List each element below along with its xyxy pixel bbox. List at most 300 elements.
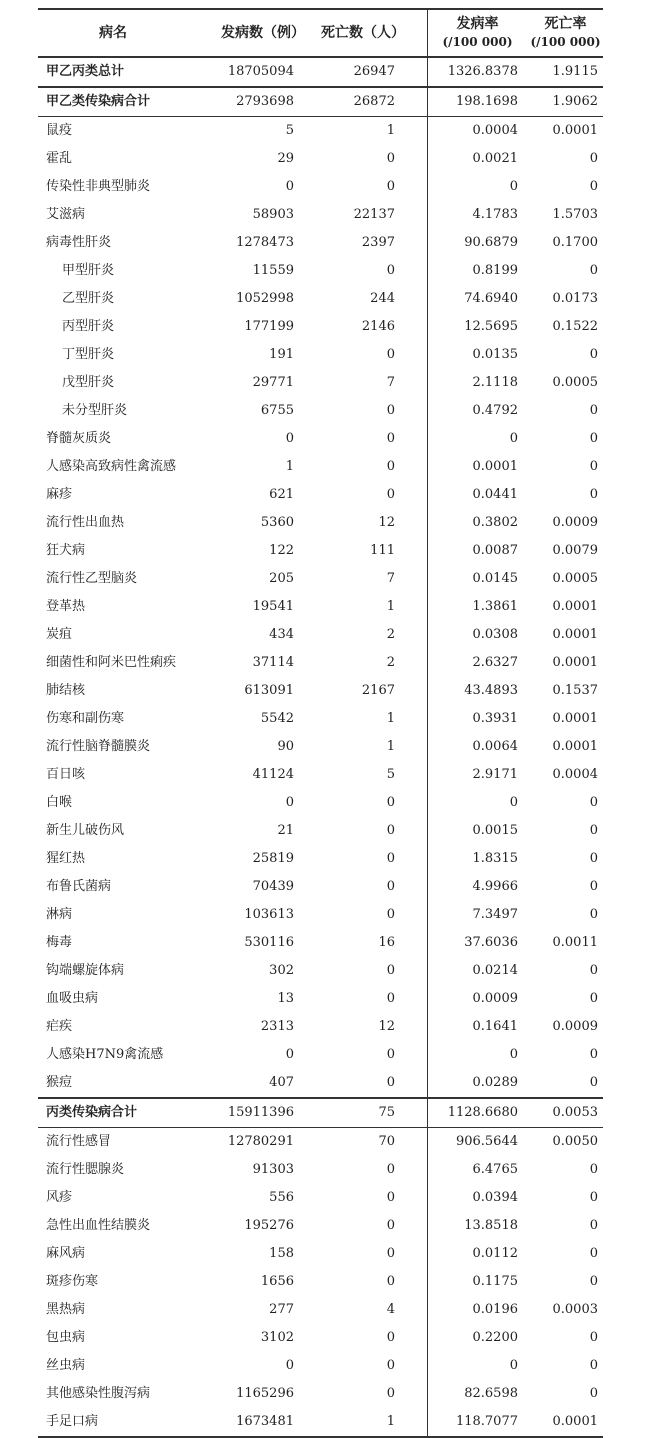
deaths-cell: 1 [386, 1414, 395, 1429]
table-row [38, 56, 603, 86]
deaths-cell: 1 [386, 739, 395, 754]
incidence-rate-cell: 118.7077 [455, 1414, 518, 1429]
incidence-rate-cell: 37.6036 [464, 935, 518, 950]
death-rate-cell: 0 [589, 179, 598, 194]
deaths-cell: 0 [386, 459, 395, 474]
death-rate-cell: 0.1700 [552, 235, 598, 250]
table-row [38, 453, 603, 481]
death-rate-cell: 0 [589, 879, 598, 894]
death-rate-cell: 0.0009 [552, 515, 598, 530]
disease-name: 传染性非典型肺炎 [46, 179, 151, 194]
incidence-rate-cell: 0.0214 [472, 963, 518, 978]
disease-name: 乙型肝炎 [62, 291, 115, 306]
disease-name: 人感染H7N9禽流感 [46, 1047, 164, 1062]
table-row [38, 1352, 603, 1380]
deaths-cell: 0 [386, 1386, 395, 1401]
death-rate-cell: 0 [589, 1190, 598, 1205]
incidence-rate-cell: 1.8315 [472, 851, 518, 866]
deaths-cell: 0 [386, 1190, 395, 1205]
incidence-rate-cell: 1128.6680 [447, 1105, 518, 1120]
incidence-rate-cell: 13.8518 [464, 1218, 518, 1233]
deaths-cell: 0 [386, 795, 395, 810]
cases-cell: 90 [277, 739, 294, 754]
incidence-rate-cell: 0.0196 [472, 1302, 518, 1317]
incidence-rate-cell: 0.0112 [472, 1246, 518, 1261]
incidence-rate-cell: 90.6879 [464, 235, 518, 250]
incidence-rate-cell: 0.0009 [472, 991, 518, 1006]
table-row [38, 397, 603, 425]
death-rate-cell: 0.0001 [552, 711, 598, 726]
table-row [38, 901, 603, 929]
table-row [38, 761, 603, 789]
cases-cell: 0 [285, 1358, 294, 1373]
table-row [38, 285, 603, 313]
death-rate-cell: 0 [589, 347, 598, 362]
cases-cell: 5542 [260, 711, 294, 726]
cases-cell: 21 [277, 823, 294, 838]
disease-name: 丙类传染病合计 [46, 1105, 138, 1120]
cases-cell: 58903 [252, 207, 294, 222]
table-row [38, 229, 603, 257]
deaths-cell: 1 [386, 711, 395, 726]
death-rate-cell: 0 [589, 403, 598, 418]
cases-cell: 15911396 [227, 1105, 294, 1120]
disease-name: 新生儿破伤风 [46, 823, 125, 838]
disease-name: 人感染高致病性禽流感 [46, 459, 177, 474]
deaths-cell: 0 [386, 851, 395, 866]
death-rate-cell: 0.0001 [552, 655, 598, 670]
cases-cell: 0 [285, 795, 294, 810]
table-row [38, 677, 603, 705]
cases-cell: 205 [269, 571, 294, 586]
table-row [38, 845, 603, 873]
incidence-rate-cell: 0 [509, 431, 518, 446]
table-row [38, 369, 603, 397]
deaths-cell: 0 [386, 151, 395, 166]
table-row [38, 593, 603, 621]
incidence-rate-cell: 82.6598 [464, 1386, 518, 1401]
cases-cell: 103613 [244, 907, 294, 922]
death-rate-cell: 0.0001 [552, 123, 598, 138]
disease-name: 炭疽 [46, 627, 73, 642]
incidence-rate-cell: 1326.8378 [447, 64, 518, 79]
death-rate-cell: 0.0005 [552, 375, 598, 390]
death-rate-cell: 0 [589, 1162, 598, 1177]
incidence-rate-cell: 0.0015 [472, 823, 518, 838]
table-row [38, 341, 603, 369]
deaths-cell: 0 [386, 991, 395, 1006]
table-row [38, 621, 603, 649]
table-row [38, 537, 603, 565]
death-rate-cell: 0.0011 [552, 935, 598, 950]
table-row [38, 957, 603, 985]
cases-cell: 0 [285, 179, 294, 194]
table-row [38, 565, 603, 593]
death-rate-cell: 0 [589, 795, 598, 810]
disease-name: 白喉 [46, 795, 73, 810]
cases-cell: 18705094 [227, 64, 294, 79]
cases-cell: 1278473 [236, 235, 294, 250]
death-rate-cell: 0.0053 [552, 1105, 598, 1120]
column-divider [427, 8, 428, 1436]
table-row [38, 733, 603, 761]
disease-name: 丙型肝炎 [62, 319, 115, 334]
cases-cell: 5360 [260, 515, 294, 530]
disease-name: 猩红热 [46, 851, 86, 866]
death-rate-cell: 0 [589, 1358, 598, 1373]
table-row [38, 929, 603, 957]
death-rate-cell: 0.0050 [552, 1134, 598, 1149]
disease-table [38, 8, 603, 1438]
deaths-cell: 0 [386, 1274, 395, 1289]
incidence-rate-cell: 0.0145 [472, 571, 518, 586]
table-row [38, 1296, 603, 1324]
incidence-rate-cell: 0 [509, 795, 518, 810]
deaths-cell: 12 [378, 515, 395, 530]
death-rate-cell: 1.5703 [552, 207, 598, 222]
disease-name: 包虫病 [46, 1330, 86, 1345]
death-rate-cell: 0 [589, 851, 598, 866]
disease-name: 狂犬病 [46, 543, 86, 558]
death-rate-cell: 0.0003 [552, 1302, 598, 1317]
deaths-cell: 2 [386, 655, 395, 670]
cases-cell: 177199 [244, 319, 294, 334]
incidence-rate-cell: 1.3861 [472, 599, 518, 614]
table-row [38, 649, 603, 677]
cases-cell: 613091 [244, 683, 294, 698]
deaths-cell: 0 [386, 179, 395, 194]
disease-name: 脊髓灰质炎 [46, 431, 112, 446]
cases-cell: 6755 [260, 403, 294, 418]
disease-name: 手足口病 [46, 1414, 99, 1429]
disease-name: 梅毒 [46, 935, 73, 950]
death-rate-cell: 0 [589, 487, 598, 502]
deaths-cell: 2146 [361, 319, 395, 334]
cases-cell: 277 [269, 1302, 294, 1317]
deaths-cell: 0 [386, 1218, 395, 1233]
disease-name: 流行性脑脊髓膜炎 [46, 739, 151, 754]
deaths-cell: 0 [386, 1047, 395, 1062]
deaths-cell: 0 [386, 403, 395, 418]
table-row [38, 313, 603, 341]
incidence-rate-cell: 0.4792 [472, 403, 518, 418]
death-rate-cell: 1.9062 [552, 94, 598, 109]
death-rate-cell: 0.1537 [552, 683, 598, 698]
disease-name: 风疹 [46, 1190, 73, 1205]
disease-name: 艾滋病 [46, 207, 86, 222]
disease-name: 甲型肝炎 [62, 263, 115, 278]
death-rate-cell: 0 [589, 263, 598, 278]
table-row [38, 1212, 603, 1240]
cases-cell: 1052998 [236, 291, 294, 306]
cases-cell: 41124 [252, 767, 294, 782]
death-rate-cell: 0 [589, 1218, 598, 1233]
cases-cell: 621 [269, 487, 294, 502]
deaths-cell: 0 [386, 1246, 395, 1261]
incidence-rate-cell: 6.4765 [472, 1162, 518, 1177]
incidence-rate-cell: 2.9171 [472, 767, 518, 782]
cases-cell: 158 [269, 1246, 294, 1261]
disease-name: 猴痘 [46, 1075, 73, 1090]
cases-cell: 3102 [260, 1330, 294, 1345]
death-rate-cell: 0.0001 [552, 1414, 598, 1429]
cases-cell: 1165296 [236, 1386, 294, 1401]
table-row [38, 1069, 603, 1097]
incidence-rate-cell: 0.0064 [472, 739, 518, 754]
table-row [38, 1097, 603, 1127]
deaths-cell: 0 [386, 487, 395, 502]
incidence-rate-cell: 0.0308 [472, 627, 518, 642]
disease-name: 甲乙丙类总计 [46, 64, 125, 79]
incidence-rate-cell: 4.1783 [472, 207, 518, 222]
death-rate-cell: 0.1522 [552, 319, 598, 334]
cases-cell: 70439 [252, 879, 294, 894]
death-rate-cell: 0 [589, 907, 598, 922]
table-row [38, 817, 603, 845]
deaths-cell: 1 [386, 123, 395, 138]
incidence-rate-cell: 0.1175 [472, 1274, 518, 1289]
incidence-rate-cell: 12.5695 [464, 319, 518, 334]
disease-name: 丁型肝炎 [62, 347, 115, 362]
header-cases: 发病数（例） [221, 25, 305, 41]
cases-cell: 1656 [260, 1274, 294, 1289]
disease-name: 百日咳 [46, 767, 86, 782]
incidence-rate-cell: 2.1118 [472, 375, 518, 390]
death-rate-cell: 0.0001 [552, 739, 598, 754]
incidence-rate-cell: 7.3497 [472, 907, 518, 922]
deaths-cell: 244 [370, 291, 395, 306]
cases-cell: 29 [277, 151, 294, 166]
death-rate-cell: 0 [589, 1047, 598, 1062]
deaths-cell: 26872 [353, 94, 395, 109]
deaths-cell: 5 [386, 767, 395, 782]
table-row [38, 201, 603, 229]
cases-cell: 407 [269, 1075, 294, 1090]
incidence-rate-cell: 0.0135 [472, 347, 518, 362]
table-row [38, 985, 603, 1013]
table-row [38, 257, 603, 285]
disease-name: 丝虫病 [46, 1358, 86, 1373]
deaths-cell: 0 [386, 1075, 395, 1090]
table-row [38, 1324, 603, 1352]
death-rate-cell: 0 [589, 431, 598, 446]
cases-cell: 29771 [252, 375, 294, 390]
disease-name: 流行性乙型脑炎 [46, 571, 138, 586]
deaths-cell: 2167 [361, 683, 395, 698]
cases-cell: 191 [269, 347, 294, 362]
disease-name: 未分型肝炎 [62, 403, 128, 418]
deaths-cell: 26947 [353, 64, 395, 79]
incidence-rate-cell: 43.4893 [464, 683, 518, 698]
death-rate-cell: 0 [589, 823, 598, 838]
incidence-rate-cell: 0.1641 [472, 1019, 518, 1034]
cases-cell: 530116 [244, 935, 294, 950]
table-row [38, 1268, 603, 1296]
table-row [38, 509, 603, 537]
table-row [38, 705, 603, 733]
table-row [38, 86, 603, 116]
cases-cell: 0 [285, 431, 294, 446]
disease-name: 病毒性肝炎 [46, 235, 112, 250]
death-rate-cell: 0.0001 [552, 599, 598, 614]
deaths-cell: 70 [378, 1134, 395, 1149]
cases-cell: 91303 [252, 1162, 294, 1177]
table-row [38, 789, 603, 817]
disease-name: 鼠疫 [46, 123, 73, 138]
disease-name: 细菌性和阿米巴性痢疾 [46, 655, 177, 670]
deaths-cell: 0 [386, 1330, 395, 1345]
deaths-cell: 0 [386, 263, 395, 278]
death-rate-cell: 0 [589, 459, 598, 474]
death-rate-cell: 0.0005 [552, 571, 598, 586]
deaths-cell: 1 [386, 599, 395, 614]
disease-name: 流行性感冒 [46, 1134, 112, 1149]
incidence-rate-cell: 0.0087 [472, 543, 518, 558]
death-rate-cell: 0 [589, 151, 598, 166]
cases-cell: 195276 [244, 1218, 294, 1233]
incidence-rate-cell: 0.3931 [472, 711, 518, 726]
death-rate-cell: 0 [589, 963, 598, 978]
death-rate-cell: 0 [589, 991, 598, 1006]
table-body [38, 56, 603, 1438]
header-incidence-rate: 发病率 (/100 000) [442, 16, 513, 49]
table-row [38, 1408, 603, 1436]
deaths-cell: 12 [378, 1019, 395, 1034]
death-rate-cell: 0.0009 [552, 1019, 598, 1034]
cases-cell: 302 [269, 963, 294, 978]
deaths-cell: 4 [386, 1302, 395, 1317]
incidence-rate-cell: 0 [509, 1358, 518, 1373]
table-row [38, 1013, 603, 1041]
incidence-rate-cell: 0.2200 [472, 1330, 518, 1345]
incidence-rate-cell: 4.9966 [472, 879, 518, 894]
cases-cell: 0 [285, 1047, 294, 1062]
table-row [38, 116, 603, 145]
deaths-cell: 0 [386, 431, 395, 446]
disease-name: 伤寒和副伤寒 [46, 711, 125, 726]
deaths-cell: 16 [378, 935, 395, 950]
deaths-cell: 0 [386, 907, 395, 922]
header-name: 病名 [99, 25, 127, 41]
cases-cell: 122 [269, 543, 294, 558]
cases-cell: 556 [269, 1190, 294, 1205]
incidence-rate-cell: 0.0289 [472, 1075, 518, 1090]
death-rate-cell: 0 [589, 1075, 598, 1090]
cases-cell: 13 [277, 991, 294, 1006]
deaths-cell: 2 [386, 627, 395, 642]
table-header [38, 8, 603, 56]
incidence-rate-cell: 0.0004 [472, 123, 518, 138]
death-rate-cell: 0 [589, 1386, 598, 1401]
incidence-rate-cell: 2.6327 [472, 655, 518, 670]
incidence-rate-cell: 0.0001 [472, 459, 518, 474]
disease-name: 霍乱 [46, 151, 73, 166]
table-row [38, 173, 603, 201]
cases-cell: 11559 [252, 263, 294, 278]
death-rate-cell: 1.9115 [552, 64, 598, 79]
death-rate-cell: 0 [589, 1274, 598, 1289]
disease-name: 流行性出血热 [46, 515, 125, 530]
incidence-rate-cell: 198.1698 [455, 94, 518, 109]
incidence-rate-cell: 0.0441 [472, 487, 518, 502]
disease-name: 疟疾 [46, 1019, 73, 1034]
deaths-cell: 75 [378, 1105, 395, 1120]
cases-cell: 25819 [252, 851, 294, 866]
deaths-cell: 0 [386, 1162, 395, 1177]
disease-name: 急性出血性结膜炎 [46, 1218, 151, 1233]
table-row [38, 1127, 603, 1156]
death-rate-cell: 0 [589, 1330, 598, 1345]
incidence-rate-cell: 906.5644 [455, 1134, 518, 1149]
disease-name: 血吸虫病 [46, 991, 99, 1006]
table-row [38, 1240, 603, 1268]
disease-name: 淋病 [46, 907, 73, 922]
table-row [38, 873, 603, 901]
disease-name: 黑热病 [46, 1302, 86, 1317]
disease-name: 登革热 [46, 599, 86, 614]
death-rate-cell: 0 [589, 1246, 598, 1261]
table-row [38, 481, 603, 509]
death-rate-cell: 0.0079 [552, 543, 598, 558]
death-rate-cell: 0.0001 [552, 627, 598, 642]
header-deaths: 死亡数（人） [321, 25, 405, 41]
disease-name: 甲乙类传染病合计 [46, 94, 151, 109]
incidence-rate-cell: 0.8199 [472, 263, 518, 278]
deaths-cell: 7 [386, 571, 395, 586]
table-row [38, 1184, 603, 1212]
disease-name: 流行性腮腺炎 [46, 1162, 125, 1177]
deaths-cell: 2397 [361, 235, 395, 250]
disease-name: 麻风病 [46, 1246, 86, 1261]
cases-cell: 12780291 [227, 1134, 294, 1149]
incidence-rate-cell: 0.0021 [472, 151, 518, 166]
incidence-rate-cell: 0.0394 [472, 1190, 518, 1205]
cases-cell: 1 [285, 459, 294, 474]
death-rate-cell: 0.0173 [552, 291, 598, 306]
disease-name: 钩端螺旋体病 [46, 963, 125, 978]
deaths-cell: 22137 [353, 207, 395, 222]
deaths-cell: 0 [386, 1358, 395, 1373]
incidence-rate-cell: 0.3802 [472, 515, 518, 530]
deaths-cell: 0 [386, 879, 395, 894]
disease-name: 斑疹伤寒 [46, 1274, 99, 1289]
disease-name: 其他感染性腹泻病 [46, 1386, 151, 1401]
table-row [38, 1156, 603, 1184]
cases-cell: 5 [285, 123, 294, 138]
incidence-rate-cell: 0 [509, 1047, 518, 1062]
cases-cell: 37114 [252, 655, 294, 670]
cases-cell: 2313 [260, 1019, 294, 1034]
disease-name: 麻疹 [46, 487, 73, 502]
table-row [38, 425, 603, 453]
disease-name: 戊型肝炎 [62, 375, 115, 390]
cases-cell: 1673481 [236, 1414, 294, 1429]
deaths-cell: 0 [386, 963, 395, 978]
death-rate-cell: 0.0004 [552, 767, 598, 782]
disease-name: 布鲁氏菌病 [46, 879, 112, 894]
disease-name: 肺结核 [46, 683, 86, 698]
table-row [38, 1380, 603, 1408]
deaths-cell: 0 [386, 347, 395, 362]
deaths-cell: 111 [370, 543, 395, 558]
cases-cell: 19541 [252, 599, 294, 614]
cases-cell: 2793698 [236, 94, 294, 109]
incidence-rate-cell: 0 [509, 179, 518, 194]
header-death-rate: 死亡率 (/100 000) [530, 16, 601, 49]
cases-cell: 434 [269, 627, 294, 642]
deaths-cell: 7 [386, 375, 395, 390]
incidence-rate-cell: 74.6940 [464, 291, 518, 306]
